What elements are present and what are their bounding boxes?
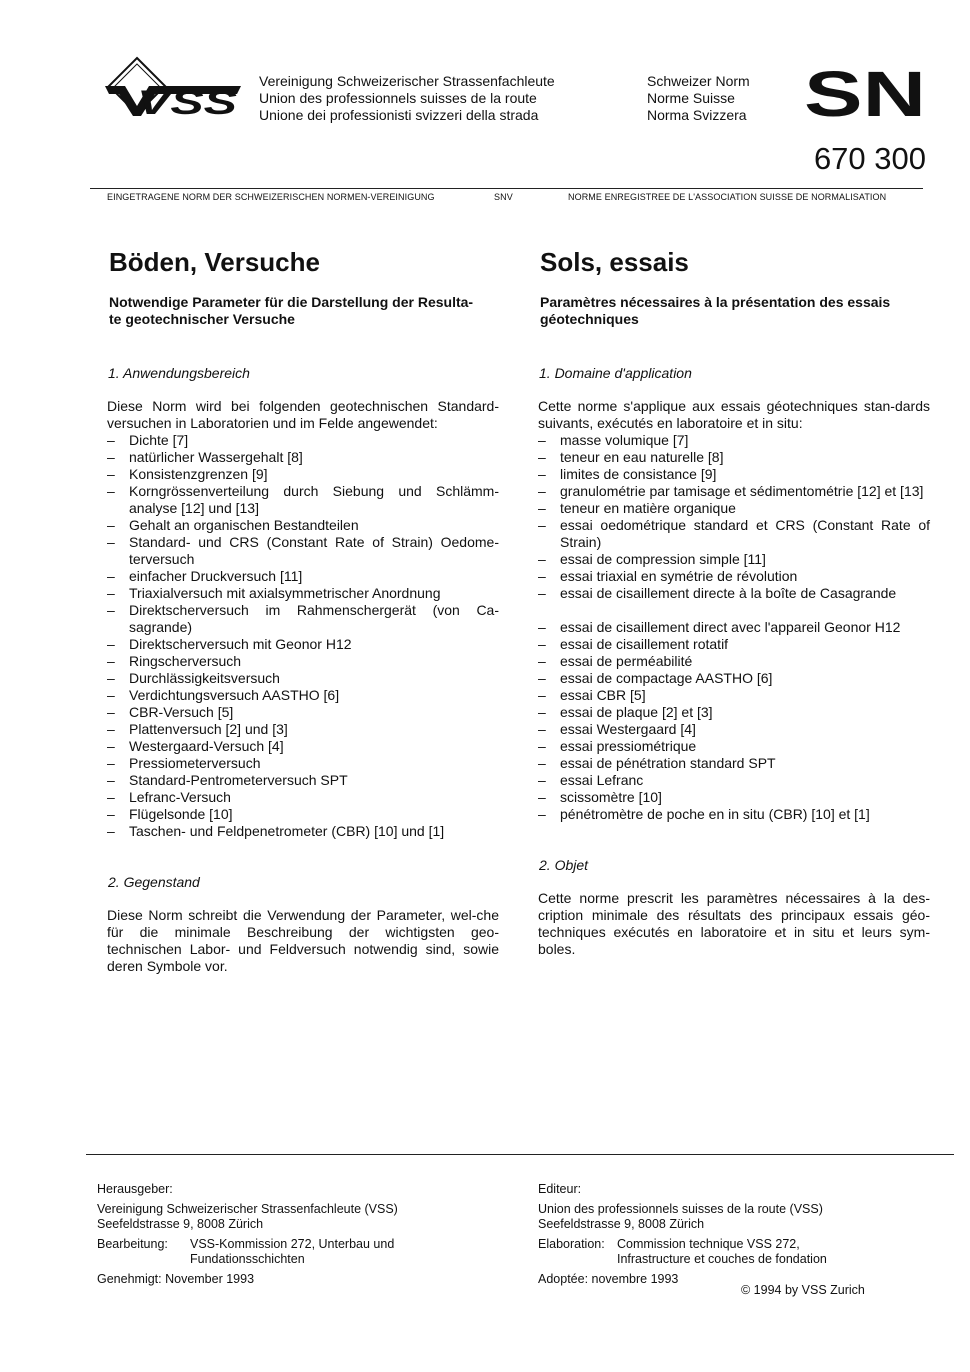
- section1-title-de: 1. Anwendungsbereich: [108, 365, 250, 381]
- norm-name-it: Norma Svizzera: [647, 107, 747, 123]
- publisher-address-fr: Seefeldstrasse 9, 8008 Zürich: [538, 1217, 705, 1231]
- organisation-names: [259, 73, 555, 124]
- list-item: – Standard- und CRS (Constant Rate of Strain) Oedome-terversuch: [107, 534, 499, 567]
- editing-line1-de: VSS-Kommission 272, Unterbau und: [190, 1237, 395, 1251]
- list-item: – masse volumique [7]: [538, 432, 689, 448]
- sn-logo: [804, 68, 926, 118]
- list-spacer: [538, 602, 930, 619]
- section2-text-fr: Cette norme prescrit les paramètres nécessaires à la des-cription minimale des résultats des principaux essais géo-techniques exécutés en laboratoire et in situ et leurs sym-boles.: [538, 890, 930, 957]
- list-item: – Triaxialversuch mit axialsymmetrischer Anordnung: [107, 585, 441, 601]
- subtitle-de: Notwendige Parameter für die Darstellung der Resulta- te geotechnischer Versuche: [109, 294, 474, 327]
- list-item: – Konsistenzgrenzen [9]: [107, 466, 268, 482]
- list-item: – Lefranc-Versuch: [107, 789, 231, 805]
- list-item: – teneur en eau naturelle [8]: [538, 449, 724, 465]
- list-item: – pénétromètre de poche en in situ (CBR) [10] et [1]: [538, 806, 870, 822]
- list-item: – essai Westergaard [4]: [538, 721, 696, 737]
- section2-title-de: 2. Gegenstand: [108, 874, 200, 890]
- subtitle-fr: Paramètres nécessaires à la présentation des essais géotechniques: [540, 294, 891, 327]
- test-list-fr: [538, 432, 930, 823]
- editing-label-fr: Elaboration:: [538, 1237, 605, 1251]
- editing-line2-de: Fundationsschichten: [190, 1252, 305, 1266]
- list-item: – scissomètre [10]: [538, 789, 662, 805]
- section1-title-fr: 1. Domaine d'application: [539, 365, 692, 381]
- sn-logo-text: SN: [804, 68, 926, 118]
- list-item: – Standard-Pentrometerversuch SPT: [107, 772, 348, 788]
- registered-norm-de: EINGETRAGENE NORM DER SCHWEIZERISCHEN NORMEN-VEREINIGUNG: [107, 192, 435, 202]
- list-item: – einfacher Druckversuch [11]: [107, 568, 303, 584]
- title-de: Böden, Versuche: [109, 247, 320, 277]
- publisher-name-de: Vereinigung Schweizerischer Strassenfachleute (VSS): [97, 1202, 398, 1216]
- list-item: – Westergaard-Versuch [4]: [107, 738, 284, 754]
- snv-label: SNV: [494, 192, 513, 202]
- publisher-address-de: Seefeldstrasse 9, 8008 Zürich: [97, 1217, 264, 1231]
- list-item: – essai de compactage AASTHO [6]: [538, 670, 773, 686]
- approved-fr: Adoptée: novembre 1993: [538, 1272, 679, 1286]
- list-item: – Taschen- und Feldpenetrometer (CBR) [10] und [1]: [107, 823, 445, 839]
- german-column: [107, 244, 499, 975]
- editing-line1-fr: Commission technique VSS 272,: [617, 1237, 800, 1251]
- norm-number: 670 300: [813, 141, 926, 176]
- section1-intro-de: Diese Norm wird bei folgenden geotechnischen Standard-versuchen in Laboratorien und im Felde angewendet:: [107, 398, 499, 431]
- list-item: – Korngrössenverteilung durch Siebung und Schlämm-analyse [12] und [13]: [107, 483, 499, 516]
- list-item: – essai de perméabilité: [538, 653, 693, 669]
- list-item: – Dichte [7]: [107, 432, 189, 448]
- list-item: – teneur en matière organique: [538, 500, 736, 516]
- list-item: – essai CBR [5]: [538, 687, 646, 703]
- copyright: © 1994 by VSS Zurich: [741, 1283, 865, 1297]
- list-item: – Durchlässigkeitsversuch: [107, 670, 280, 686]
- list-item: – essai de plaque [2] et [3]: [538, 704, 713, 720]
- org-name-de: Vereinigung Schweizerischer Strassenfachleute: [259, 73, 555, 89]
- norm-name-fr: Norme Suisse: [647, 90, 735, 106]
- registered-norm-fr: NORME ENREGISTREE DE L'ASSOCIATION SUISSE DE NORMALISATION: [568, 192, 887, 202]
- vss-logo-text: VSS: [137, 84, 238, 122]
- list-item: – essai de compression simple [11]: [538, 551, 766, 567]
- norm-name-de: Schweizer Norm: [647, 73, 750, 89]
- list-item: – Flügelsonde [10]: [107, 806, 233, 822]
- footer-fr: [538, 1182, 938, 1287]
- list-item: – Verdichtungsversuch AASTHO [6]: [107, 687, 340, 703]
- section2-title-fr: 2. Objet: [539, 857, 589, 873]
- list-item: – essai oedométrique standard et CRS (Constant Rate of Strain): [538, 517, 930, 550]
- list-item: – Gehalt an organischen Bestandteilen: [107, 517, 359, 533]
- list-item: – Pressiometerversuch: [107, 755, 261, 771]
- test-list-de: [107, 432, 499, 840]
- org-name-fr: Union des professionnels suisses de la route: [259, 90, 537, 106]
- norm-names: [647, 73, 750, 124]
- list-item: – essai de cisaillement direct avec l'appareil Geonor H12: [538, 619, 901, 635]
- list-item: – essai de pénétration standard SPT: [538, 755, 776, 771]
- footer-de: [97, 1182, 517, 1287]
- header-rule: [90, 188, 923, 189]
- french-column: [538, 244, 930, 958]
- list-item: – natürlicher Wassergehalt [8]: [107, 449, 303, 465]
- list-item: – granulométrie par tamisage et sédimentométrie [12] et [13]: [538, 483, 924, 499]
- vss-logo: [103, 56, 243, 122]
- editing-de: [97, 1237, 517, 1252]
- publisher-name-fr: Union des professionnels suisses de la route (VSS): [538, 1202, 823, 1216]
- list-item: – essai Lefranc: [538, 772, 644, 788]
- list-item: – CBR-Versuch [5]: [107, 704, 234, 720]
- section1-intro-fr: Cette norme s'applique aux essais géotechniques stan-dards suivants, exécutés en laboratoire et in situ:: [538, 398, 930, 431]
- approved-de: Genehmigt: November 1993: [97, 1272, 255, 1286]
- list-item: – Ringscherversuch: [107, 653, 242, 669]
- title-fr: Sols, essais: [540, 247, 689, 277]
- editing-line2-fr: Infrastructure et couches de fondation: [617, 1252, 827, 1266]
- publisher-label-de: Herausgeber:: [97, 1182, 173, 1196]
- org-name-it: Unione dei professionisti svizzeri della strada: [259, 107, 539, 123]
- publisher-label-fr: Editeur:: [538, 1182, 582, 1196]
- list-item: – Direktscherversuch im Rahmenschergerät (von Ca-sagrande): [107, 602, 499, 635]
- list-item: – Direktscherversuch mit Geonor H12: [107, 636, 352, 652]
- editing-label-de: Bearbeitung:: [97, 1237, 168, 1251]
- list-item: – essai triaxial en symétrie de révolution: [538, 568, 798, 584]
- footer-rule: [86, 1154, 954, 1155]
- editing-fr: [538, 1237, 938, 1252]
- list-item: – essai de cisaillement directe à la boîte de Casagrande: [538, 585, 897, 601]
- list-item: – limites de consistance [9]: [538, 466, 717, 482]
- list-item: – essai pressiométrique: [538, 738, 697, 754]
- list-item: – Plattenversuch [2] und [3]: [107, 721, 288, 737]
- list-item: – essai de cisaillement rotatif: [538, 636, 729, 652]
- section2-text-de: Diese Norm schreibt die Verwendung der Parameter, wel-che für die minimale Beschreibung der wichtigsten geo-technischen Labor- und Feldversuch notwendig sind, sowie deren Symbole vor.: [107, 907, 499, 974]
